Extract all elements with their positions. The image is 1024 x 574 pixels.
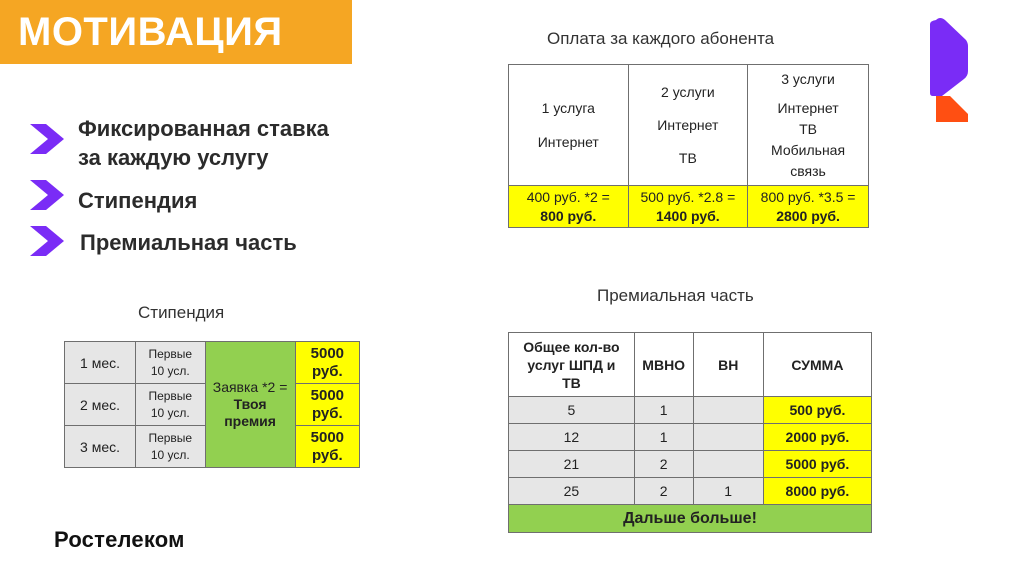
premium-vn bbox=[693, 424, 763, 451]
premium-sum: 8000 руб. bbox=[763, 478, 871, 505]
title-banner bbox=[0, 0, 352, 64]
premium-sum: 5000 руб. bbox=[763, 451, 871, 478]
payment-value-2: 500 руб. *2.8 = 1400 руб. bbox=[628, 186, 748, 228]
premium-vn bbox=[693, 451, 763, 478]
stipend-amount: 5000 руб. bbox=[295, 384, 359, 426]
payment-caption: Оплата за каждого абонента bbox=[547, 29, 775, 48]
bullet-premium: Премиальная часть bbox=[80, 230, 297, 255]
payment-value-3: 800 руб. *3.5 = 2800 руб. bbox=[748, 186, 869, 228]
premium-count: 25 bbox=[509, 478, 635, 505]
premium-table bbox=[508, 332, 872, 533]
premium-header-mvno: МВНО bbox=[634, 333, 693, 397]
premium-vn: 1 bbox=[693, 478, 763, 505]
premium-header-vn: ВН bbox=[693, 333, 763, 397]
stipend-amount: 5000 руб. bbox=[295, 342, 359, 384]
stipend-month: 2 мес. bbox=[65, 384, 136, 426]
stipend-table bbox=[64, 341, 360, 468]
payment-header-3: 3 услуги Интернет ТВ Мобильная связь bbox=[748, 65, 869, 186]
premium-sum: 2000 руб. bbox=[763, 424, 871, 451]
premium-mvno: 1 bbox=[634, 424, 693, 451]
stipend-condition: Первые 10 усл. bbox=[136, 426, 205, 468]
payment-header-2: 2 услуги Интернет ТВ bbox=[628, 65, 748, 186]
rostelecom-logo bbox=[928, 16, 968, 124]
premium-sum: 500 руб. bbox=[763, 397, 871, 424]
premium-count: 5 bbox=[509, 397, 635, 424]
premium-mvno: 1 bbox=[634, 397, 693, 424]
stipend-caption: Стипендия bbox=[138, 303, 225, 322]
payment-header-1: 1 услуга Интернет bbox=[509, 65, 629, 186]
stipend-condition: Первые 10 усл. bbox=[136, 384, 205, 426]
premium-caption: Премиальная часть bbox=[597, 286, 754, 305]
chevron-right-icon bbox=[30, 180, 64, 210]
premium-vn bbox=[693, 397, 763, 424]
stipend-amount: 5000 руб. bbox=[295, 426, 359, 468]
chevron-right-icon bbox=[30, 124, 64, 154]
premium-footer: Дальше больше! bbox=[509, 505, 872, 533]
bullet-fixed-rate-line1: Фиксированная ставка bbox=[78, 116, 329, 141]
page-title: МОТИВАЦИЯ bbox=[18, 10, 283, 54]
bullet-fixed-rate-line2: за каждую услугу bbox=[78, 145, 269, 170]
bullet-stipend: Стипендия bbox=[78, 188, 198, 213]
stipend-month: 3 мес. bbox=[65, 426, 136, 468]
stipend-bonus-formula: Заявка *2 = Твоя премия bbox=[205, 342, 295, 468]
brand-name: Ростелеком bbox=[54, 527, 185, 552]
chevron-right-icon bbox=[30, 226, 64, 256]
premium-header-sum: СУММА bbox=[763, 333, 871, 397]
payment-value-1: 400 руб. *2 = 800 руб. bbox=[509, 186, 629, 228]
premium-count: 12 bbox=[509, 424, 635, 451]
stipend-month: 1 мес. bbox=[65, 342, 136, 384]
payment-table bbox=[508, 64, 869, 228]
premium-header-services: Общее кол-во услуг ШПД и ТВ bbox=[509, 333, 635, 397]
premium-mvno: 2 bbox=[634, 478, 693, 505]
premium-count: 21 bbox=[509, 451, 635, 478]
stipend-condition: Первые 10 усл. bbox=[136, 342, 205, 384]
premium-mvno: 2 bbox=[634, 451, 693, 478]
